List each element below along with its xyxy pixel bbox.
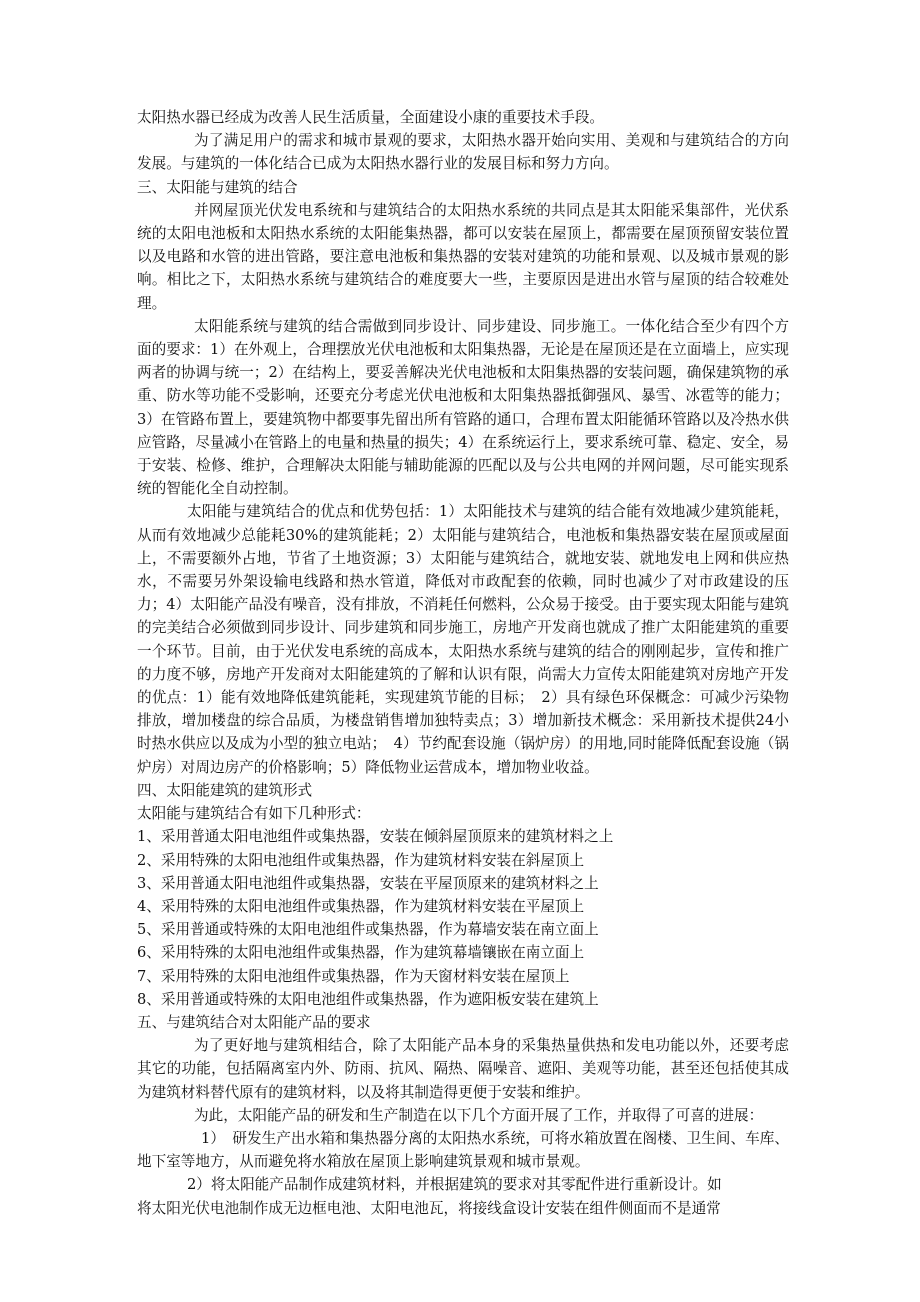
- section-heading-3: 三、太阳能与建筑的结合: [137, 178, 298, 196]
- paragraph-intro-tail: 太阳热水器已经成为改善人民生活质量，全面建设小康的重要技术手段。: [137, 109, 605, 126]
- form-list-item: 3、采用普通太阳电池组件或集热器，安装在平屋顶原来的建筑材料之上: [137, 874, 599, 892]
- form-list-item: 4、采用特殊的太阳电池组件或集热器，作为建筑材料安装在平屋顶上: [137, 897, 585, 915]
- paragraph-product-requirements: 为了更好地与建筑相结合，除了太阳能产品本身的采集热量供热和发电功能以外，还要考虑其它的功能，包括隔离室内外、防雨、抗风、隔热、隔噪音、遮阳、美观等功能，甚至还包括使其成为建筑材料替代原有的建筑材料，以及将其制造得更便于安装和维护。: [137, 1037, 789, 1101]
- paragraph-common-points: 并网屋顶光伏发电系统和与建筑结合的太阳热水系统的共同点是其太阳能采集部件，光伏系统的太阳电池板和太阳热水系统的太阳能集热器，都可以安装在屋顶上，都需要在屋顶预留安装位置以及电路和水管的进出管路，要注意电池板和集热器的安装对建筑的功能和景观、以及城市景观的影响。相比之下，太阳热水系统与建筑结合的难度要大一些，主要原因是进出水管与屋顶的结合较难处理。: [137, 201, 789, 312]
- section-heading-5: 五、与建筑结合对太阳能产品的要求: [137, 1013, 371, 1031]
- form-list-item: 2、采用特殊的太阳电池组件或集热器，作为建筑材料安装在斜屋顶上: [137, 851, 585, 869]
- form-list-item: 5、采用普通或特殊的太阳电池组件或集热器，作为幕墙安装在南立面上: [137, 921, 599, 939]
- paragraph-item-1: 1） 研发生产出水箱和集热器分离的太阳热水系统，可将水箱放置在阁楼、卫生间、车库、地下室等地方，从而避免将水箱放在屋顶上影响建筑景观和城市景观。: [137, 1129, 789, 1171]
- form-list-item: 7、采用特殊的太阳电池组件或集热器，作为天窗材料安装在屋顶上: [137, 967, 570, 985]
- paragraph-item-2-line-1: 2）将太阳能产品制作成建筑材料，并根据建筑的要求对其零配件进行重新设计。如: [187, 1176, 722, 1194]
- form-list-item: 6、采用特殊的太阳电池组件或集热器，作为建筑幕墙镶嵌在南立面上: [137, 944, 585, 962]
- paragraph-market: 为了满足用户的需求和城市景观的要求，太阳热水器开始向实用、美观和与建筑结合的方向发展。与建筑的一体化结合已成为太阳热水器行业的发展目标和努力方向。: [137, 132, 789, 173]
- paragraph-item-2-line-2: 将太阳光伏电池制作成无边框电池、太阳电池瓦，将接线盒设计安装在组件侧面而不是通常: [137, 1199, 721, 1217]
- document-body: [137, 106, 789, 1220]
- paragraph-sync-requirements: 太阳能系统与建筑的结合需做到同步设计、同步建设、同步施工。一体化结合至少有四个方面的要求：1）在外观上，合理摆放光伏电池板和太阳集热器，无论是在屋顶还是在立面墙上，应实现两者的协调与统一；2）在结构上，要妥善解决光伏电池板和太阳集热器的安装问题，确保建筑物的承重、防水等功能不受影响，还要充分考虑光伏电池板和太阳集热器抵御强风、暴雪、冰雹等的能力；3）在管路布置上，要建筑物中都要事先留出所有管路的通口，合理布置太阳能循环管路以及冷热水供应管路，尽量减小在管路上的电量和热量的损失；4）在系统运行上，要求系统可靠、稳定、安全，易于安装、检修、维护，合理解决太阳能与辅助能源的匹配以及与公共电网的并网问题，尽可能实现系统的智能化全自动控制。: [137, 317, 789, 498]
- paragraph-progress: 为此，太阳能产品的研发和生产制造在以下几个方面开展了工作，并取得了可喜的进展：: [194, 1106, 764, 1124]
- section-heading-4: 四、太阳能建筑的建筑形式: [137, 781, 313, 799]
- paragraph-advantages: 太阳能与建筑结合的优点和优势包括：1）太阳能技术与建筑的结合能有效地减少建筑能耗，从而有效地减少总能耗30%的建筑能耗；2）太阳能与建筑结合，电池板和集热器安装在屋顶或屋面上，不需要额外占地，节省了土地资源；3）太阳能与建筑结合，就地安装、就地发电上网和供应热水，不需要另外架设输电线路和热水管道，降低对市政配套的依赖，同时也减少了对市政建设的压力；4）太阳能产品没有噪音，没有排放，不消耗任何燃料，公众易于接受。由于要实现太阳能与建筑的完美结合必须做到同步设计、同步建筑和同步施工，房地产开发商也就成了推广太阳能建筑的重要一个环节。目前，由于光伏发电系统的高成本，太阳热水系统与建筑的结合的刚刚起步，宣传和推广的力度不够，房地产开发商对太阳能建筑的了解和认识有限，尚需大力宣传太阳能建筑对房地产开发的优点：1）能有效地降低建筑能耗，实现建筑节能的目标； 2）具有绿色环保概念：可减少污染物排放，增加楼盘的综合品质，为楼盘销售增加独特卖点；3）增加新技术概念：采用新技术提供24小时热水供应以及成为小型的独立电站； 4）节约配套设施（锅炉房）的用地,同时能降低配套设施（锅炉房）对周边房产的价格影响；5）降低物业运营成本，增加物业收益。: [137, 503, 789, 776]
- form-list-item: 1、采用普通太阳电池组件或集热器，安装在倾斜屋顶原来的建筑材料之上: [137, 828, 614, 846]
- paragraph-forms-intro: 太阳能与建筑结合有如下几种形式：: [137, 805, 371, 823]
- form-list-item: 8、采用普通或特殊的太阳电池组件或集热器，作为遮阳板安装在建筑上: [137, 990, 599, 1008]
